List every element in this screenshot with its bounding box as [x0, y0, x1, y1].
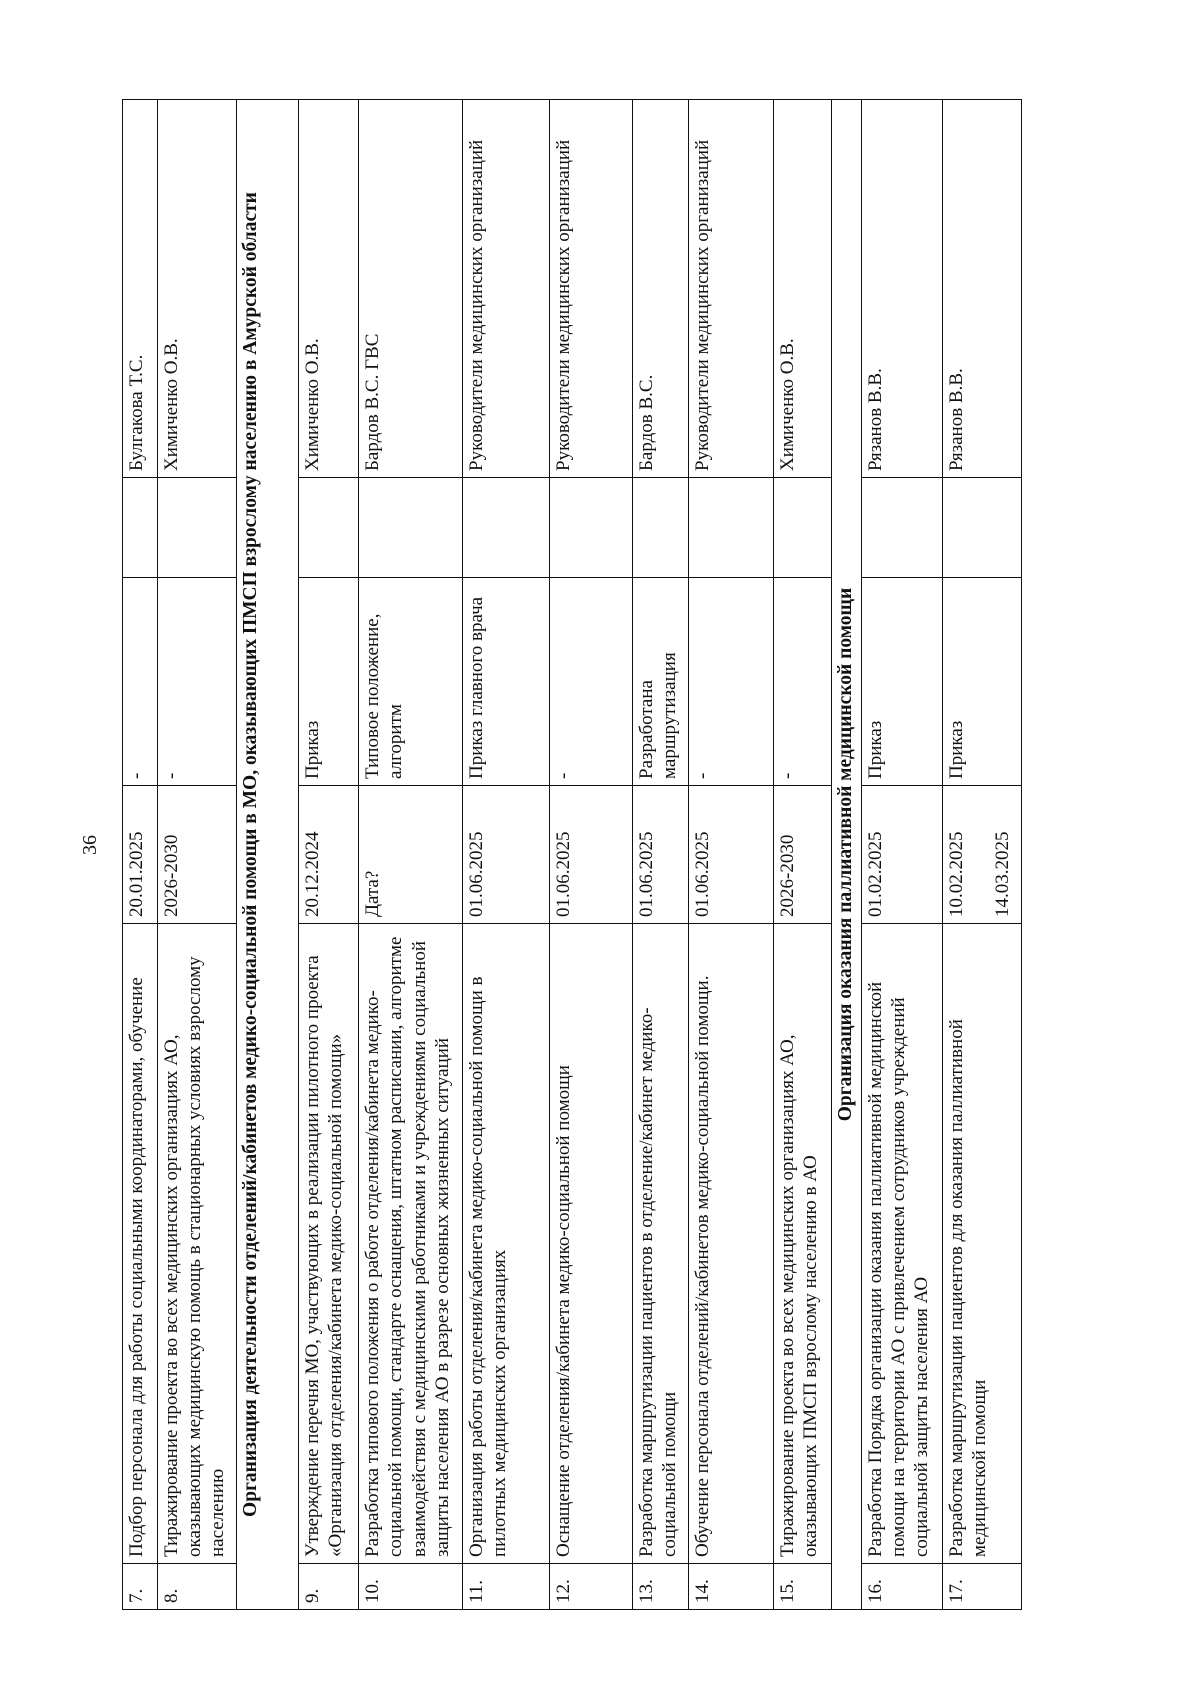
row-number: 16.	[862, 1564, 943, 1610]
table-row	[862, 100, 943, 1610]
empty-cell	[359, 478, 463, 578]
empty-cell	[158, 478, 237, 578]
task-cell: Разработка типового положения о работе отделения/кабинета медико-социальной помощи, стандарте оснащения, штатном расписании, алгоритме взаимодействия с медицинскими работниками и учреждениями социальной защиты населения АО в разрезе основных жизненных ситуаций	[359, 924, 463, 1564]
table-row	[774, 100, 831, 1610]
responsible-cell: Рязанов В.В.	[942, 100, 1021, 478]
empty-cell	[942, 478, 1021, 578]
result-cell: -	[158, 578, 237, 786]
section-header-row	[237, 100, 299, 1610]
result-cell: -	[774, 578, 831, 786]
responsible-cell: Руководители медицинских организаций	[689, 100, 774, 478]
result-cell: -	[689, 578, 774, 786]
date-cell: 01.02.2025	[862, 786, 943, 924]
task-cell: Организация работы отделения/кабинета медико-социальной помощи в пилотных медицинских организациях	[463, 924, 550, 1564]
empty-cell	[689, 478, 774, 578]
table-row	[632, 100, 688, 1610]
row-number: 14.	[689, 1564, 774, 1610]
page-number: 36	[79, 835, 101, 855]
section-header-row	[831, 100, 862, 1610]
responsible-cell: Бардов В.С. ГВС	[359, 100, 463, 478]
responsible-cell: Химиченко О.В.	[158, 100, 237, 478]
date-cell: 01.06.2025	[632, 786, 688, 924]
date-cell: 20.12.2024	[298, 786, 359, 924]
responsible-cell: Руководители медицинских организаций	[463, 100, 550, 478]
date-cell: 2026-2030	[158, 786, 237, 924]
row-number: 17.	[942, 1564, 1021, 1610]
date-cell: 01.06.2025	[550, 786, 633, 924]
table-row	[298, 100, 359, 1610]
row-number: 8.	[158, 1564, 237, 1610]
empty-cell	[123, 478, 158, 578]
date-cell: 01.06.2025	[463, 786, 550, 924]
task-cell: Разработка маршрутизации пациентов для оказания паллиативной медицинской помощи	[942, 924, 1021, 1564]
date-cell: 2026-2030	[774, 786, 831, 924]
empty-cell	[298, 478, 359, 578]
result-cell: Приказ	[942, 578, 1021, 786]
section-title: Организация оказания паллиативной медицинской помощи	[831, 100, 862, 1610]
date-cell: 01.06.2025	[689, 786, 774, 924]
result-cell: -	[550, 578, 633, 786]
result-cell: Разработана маршрутизация	[632, 578, 688, 786]
responsible-cell: Руководители медицинских организаций	[550, 100, 633, 478]
empty-cell	[862, 478, 943, 578]
empty-cell	[632, 478, 688, 578]
date-cell: 20.01.2025	[123, 786, 158, 924]
responsible-cell: Булгакова Т.С.	[123, 100, 158, 478]
responsible-cell: Химиченко О.В.	[298, 100, 359, 478]
row-number: 15.	[774, 1564, 831, 1610]
row-number: 11.	[463, 1564, 550, 1610]
result-cell: Приказ	[298, 578, 359, 786]
task-cell: Утверждение перечня МО, участвующих в реализации пилотного проекта «Организация отделения/кабинета медико-социальной помощи»	[298, 924, 359, 1564]
empty-cell	[774, 478, 831, 578]
table-row	[123, 100, 158, 1610]
result-cell: Типовое положение, алгоритм	[359, 578, 463, 786]
result-cell: -	[123, 578, 158, 786]
empty-cell	[463, 478, 550, 578]
task-cell: Оснащение отделения/кабинета медико-социальной помощи	[550, 924, 633, 1564]
row-number: 13.	[632, 1564, 688, 1610]
task-cell: Тиражирование проекта во всех медицинских организациях АО, оказывающих ПМСП взрослому населению в АО	[774, 924, 831, 1564]
row-number: 10.	[359, 1564, 463, 1610]
task-cell: Подбор персонала для работы социальными координаторами, обучение	[123, 924, 158, 1564]
task-cell: Тиражирование проекта во всех медицинских организациях АО, оказывающих медицинскую помощь в стационарных условиях взрослому населению	[158, 924, 237, 1564]
responsible-cell: Бардов В.С.	[632, 100, 688, 478]
empty-cell	[550, 478, 633, 578]
table-row	[359, 100, 463, 1610]
result-cell: Приказ главного врача	[463, 578, 550, 786]
task-cell: Обучение персонала отделений/кабинетов медико-социальной помощи.	[689, 924, 774, 1564]
task-cell: Разработка Порядка организации оказания паллиативной медицинской помощи на территории АО с привлечением сотрудников учреждений социальной защиты населения АО	[862, 924, 943, 1564]
table-row	[942, 100, 1021, 1610]
table-row	[158, 100, 237, 1610]
date-cell: Дата?	[359, 786, 463, 924]
result-cell: Приказ	[862, 578, 943, 786]
responsible-cell: Рязанов В.В.	[862, 100, 943, 478]
row-number: 9.	[298, 1564, 359, 1610]
row-number: 7.	[123, 1564, 158, 1610]
table-row	[463, 100, 550, 1610]
table-row	[689, 100, 774, 1610]
plan-table	[122, 99, 1022, 1610]
task-cell: Разработка маршрутизации пациентов в отделение/кабинет медико-социальной помощи	[632, 924, 688, 1564]
responsible-cell: Химиченко О.В.	[774, 100, 831, 478]
row-number: 12.	[550, 1564, 633, 1610]
table-row	[550, 100, 633, 1610]
section-title: Организация деятельности отделений/кабинетов медико-социальной помощи в МО, оказывающих ПМСП взрослому населению в Амурской области	[237, 100, 299, 1610]
rotated-table-container	[122, 100, 1022, 1610]
date-cell: 10.02.2025 14.03.2025	[942, 786, 1021, 924]
